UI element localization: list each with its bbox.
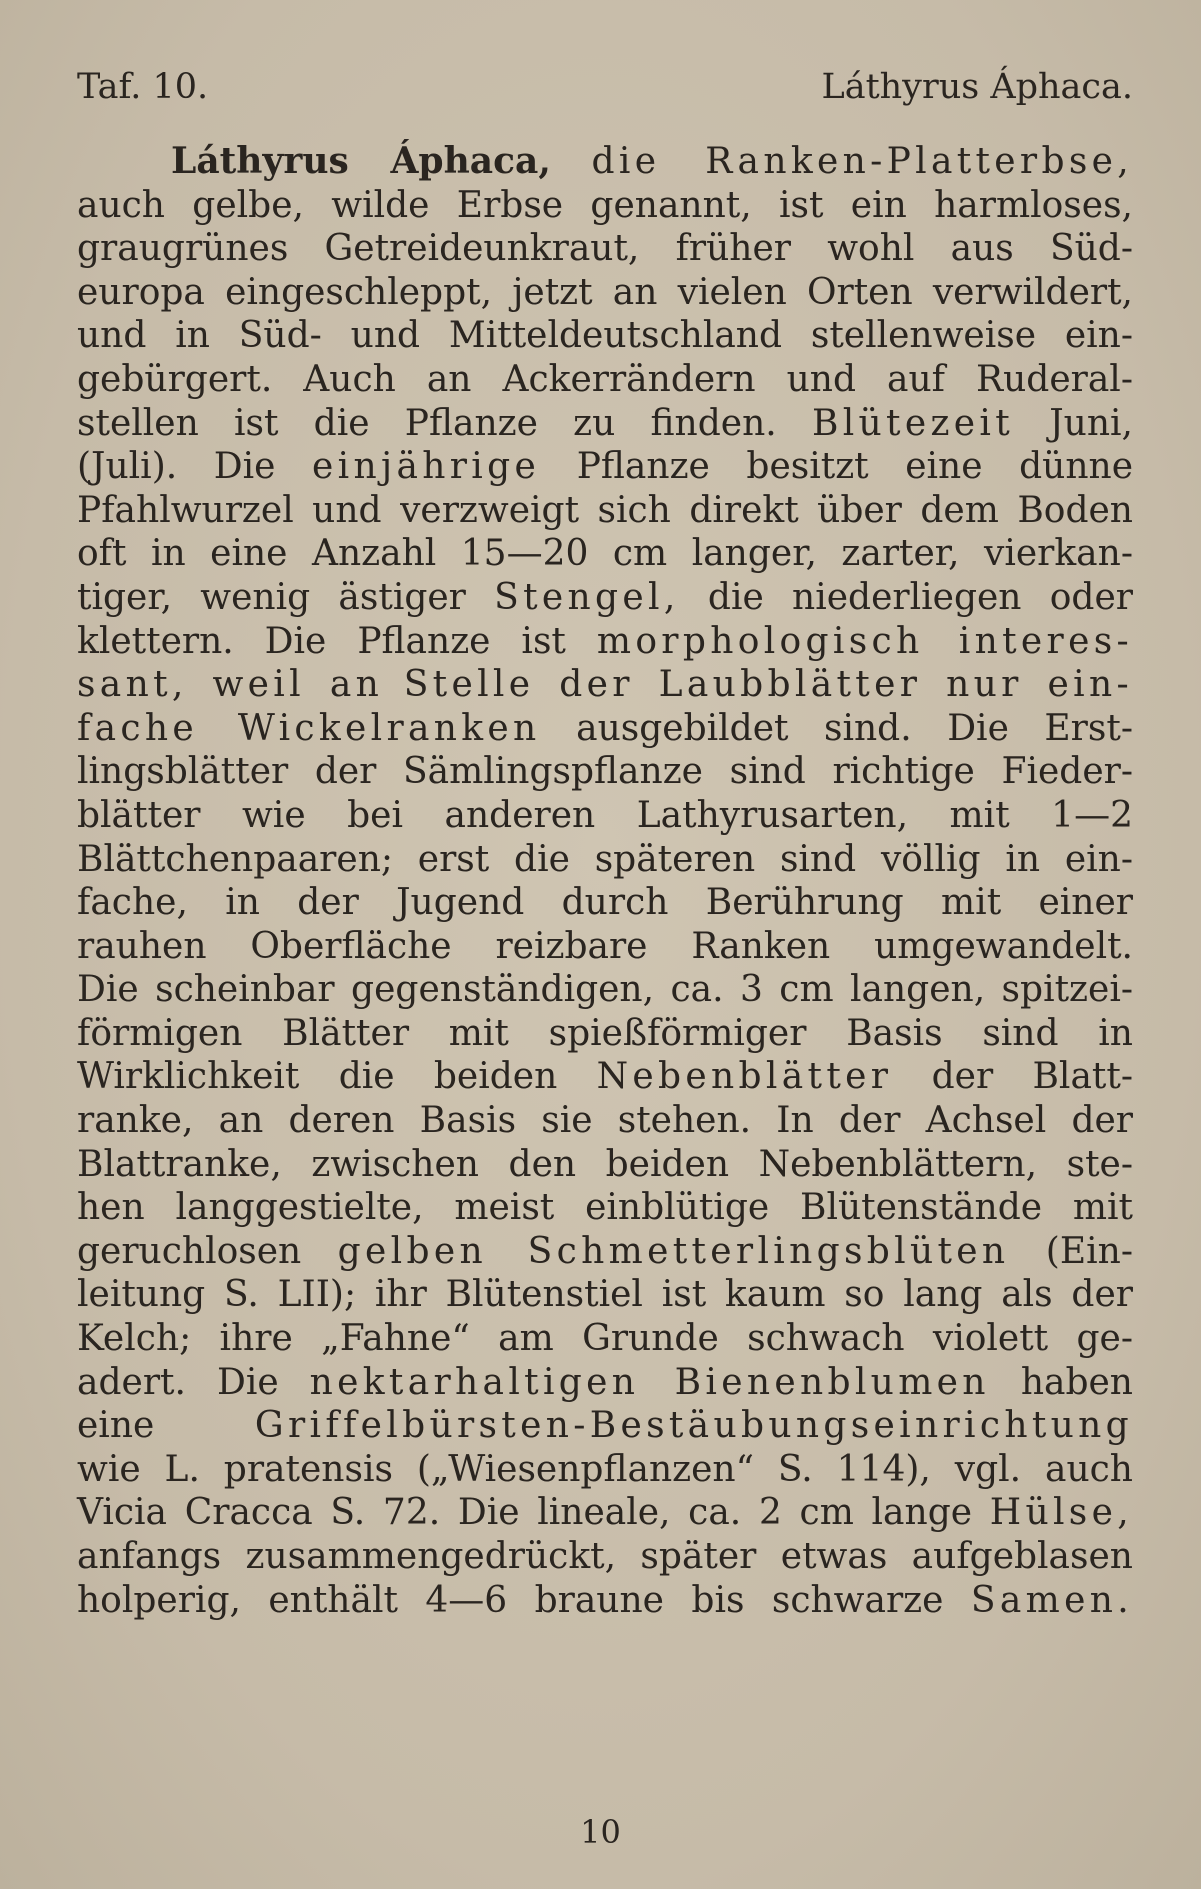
text-line: rauhen Oberfläche reizbare Ranken umgewandelt. xyxy=(77,925,1133,967)
text-line: gebürgert. Auch an Ackerrändern und auf Ruderal- xyxy=(77,358,1133,400)
text-segment: Wirklichkeit die beiden xyxy=(77,1056,558,1098)
page-number: 10 xyxy=(580,1813,621,1851)
text-line xyxy=(77,576,1133,620)
emphasis: Nebenblätter xyxy=(596,1056,893,1098)
running-title: Láthyrus Áphaca. xyxy=(821,67,1133,107)
text-segment: klettern. Die Pflanze ist xyxy=(77,620,566,662)
text-line xyxy=(77,140,1133,184)
text-line xyxy=(77,1491,1133,1535)
text-line: leitung S. LII); ihr Blütenstiel ist kaum so lang als der xyxy=(77,1274,1133,1316)
text-line: blätter wie bei anderen Lathyrusarten, mit 1—2 xyxy=(77,794,1133,836)
text-line xyxy=(77,1579,1133,1623)
emphasis: fache Wickelranken xyxy=(77,707,541,749)
text-line: Blattranke, zwischen den beiden Nebenblättern, ste- xyxy=(77,1143,1133,1185)
text-line xyxy=(77,663,1133,707)
text-segment: Pflanze besitzt eine dünne xyxy=(576,446,1133,488)
text-line: Blättchenpaaren; erst die späteren sind völlig in ein- xyxy=(77,838,1133,880)
text-line: förmigen Blätter mit spießförmiger Basis sind in xyxy=(77,1012,1133,1054)
text-line: hen langgestielte, meist einblütige Blütenstände mit xyxy=(77,1187,1133,1229)
text-segment: Juni, xyxy=(1049,402,1133,444)
plate-number: Taf. 10. xyxy=(77,67,209,107)
text-line xyxy=(77,1361,1133,1405)
text-segment: (Ein- xyxy=(1045,1230,1133,1272)
emphasis: nektarhaltigen Bienenblumen xyxy=(309,1361,990,1403)
body-text xyxy=(77,140,1133,1622)
emphasis: Blütezeit xyxy=(811,402,1014,444)
text-line: lingsblätter der Sämlingspflanze sind richtige Fieder- xyxy=(77,751,1133,793)
text-line: und in Süd- und Mitteldeutschland stellenweise ein- xyxy=(77,315,1133,357)
text-line: graugrünes Getreideunkraut, früher wohl aus Süd- xyxy=(77,228,1133,270)
emphasis: Stelle der Laubblätter nur ein- xyxy=(403,664,1133,706)
text-line: Pfahlwurzel und verzweigt sich direkt über dem Boden xyxy=(77,489,1133,531)
text-segment: ausgebildet sind. Die Erst- xyxy=(576,707,1133,749)
text-segment: der Blatt- xyxy=(931,1056,1133,1098)
text-segment: holperig, enthält 4—6 braune bis schwarze xyxy=(77,1579,944,1621)
text-line: Kelch; ihre „Fahne“ am Grunde schwach violett ge- xyxy=(77,1318,1133,1360)
text-line: Die scheinbar gegenständigen, ca. 3 cm langen, spitzei- xyxy=(77,969,1133,1011)
emphasis: Stengel, xyxy=(494,576,680,618)
text-line xyxy=(77,1404,1133,1448)
text-line: anfangs zusammengedrückt, später etwas aufgeblasen xyxy=(77,1536,1133,1577)
text-line: oft in eine Anzahl 15—20 cm langer, zarter, vierkan- xyxy=(77,533,1133,575)
species-name: Láthyrus Áphaca, xyxy=(171,140,551,182)
text-segment: stellen ist die Pflanze zu finden. xyxy=(77,402,777,444)
text-line xyxy=(77,402,1133,446)
common-name: die Ranken-Platterbse, xyxy=(591,141,1134,182)
text-line: ranke, an deren Basis sie stehen. In der Achsel der xyxy=(77,1100,1133,1142)
text-line xyxy=(77,707,1133,751)
text-segment: die niederliegen oder xyxy=(707,576,1133,618)
text-segment: haben xyxy=(1020,1361,1133,1403)
emphasis: einjährige xyxy=(312,446,541,488)
text-line: fache, in der Jugend durch Berührung mit einer xyxy=(77,882,1133,924)
text-line xyxy=(77,445,1133,489)
emphasis: morphologisch interes- xyxy=(596,620,1133,662)
text-segment: (Juli). Die xyxy=(77,446,276,488)
text-segment: adert. Die xyxy=(77,1361,279,1403)
text-segment: Vicia Cracca S. 72. Die lineale, ca. 2 cm lange xyxy=(77,1492,973,1534)
text-line xyxy=(77,1055,1133,1099)
text-line: auch gelbe, wilde Erbse genannt, ist ein harmloses, xyxy=(77,184,1133,226)
emphasis: Samen. xyxy=(970,1579,1133,1621)
text-segment: tiger, wenig ästiger xyxy=(77,576,466,618)
text-line: wie L. pratensis („Wiesenpflanzen“ S. 114), vgl. auch xyxy=(77,1448,1133,1490)
text-segment: geruchlosen xyxy=(77,1230,302,1272)
text-line xyxy=(77,1230,1133,1274)
text-line xyxy=(77,620,1133,664)
text-line: europa eingeschleppt, jetzt an vielen Orten verwildert, xyxy=(77,271,1133,313)
emphasis: gelben Schmetterlingsblüten xyxy=(337,1230,1010,1272)
emphasis: sant, weil an xyxy=(77,664,384,706)
emphasis: Hülse, xyxy=(989,1492,1133,1534)
running-header xyxy=(77,62,1133,112)
text-segment: eine xyxy=(77,1405,155,1447)
emphasis: Griffelbürsten-Bestäubungseinrichtung xyxy=(254,1405,1133,1447)
